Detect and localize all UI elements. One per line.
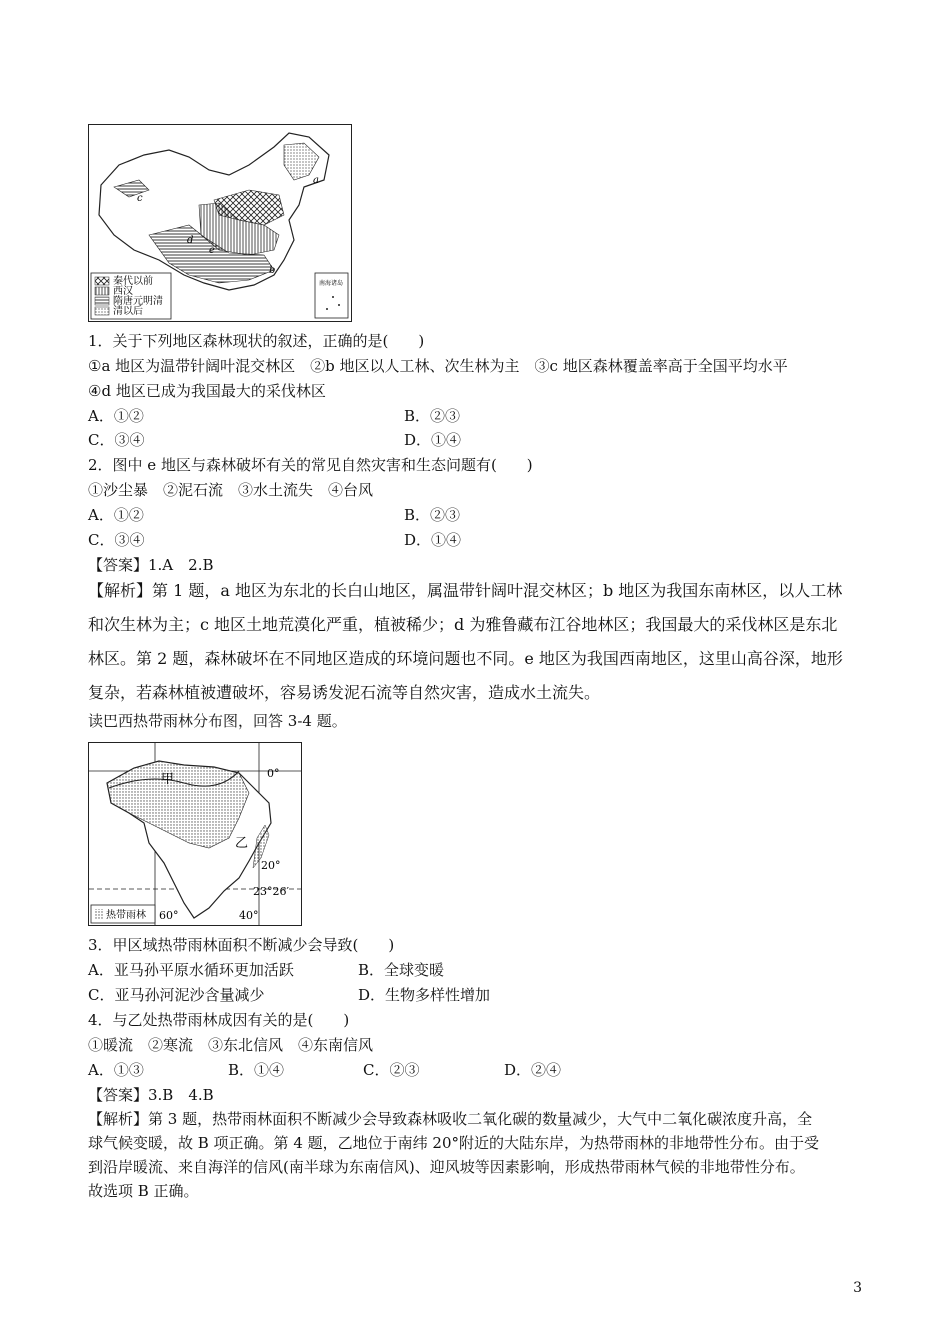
- q1-option-b[interactable]: B．②③: [404, 407, 461, 425]
- q3-stem: 3．甲区域热带雨林面积不断减少会导致( ): [88, 936, 395, 954]
- label-d: d: [187, 235, 194, 246]
- q4-stem: 4．与乙处热带雨林成因有关的是( ): [88, 1011, 350, 1029]
- q2-option-a[interactable]: A．①②: [88, 506, 144, 524]
- analysis-2-line-3: 到沿岸暖流、来自海洋的信风(南半球为东南信风)、迎风坡等因素影响，形成热带雨林气候的非地带性分布。: [88, 1158, 805, 1176]
- legend-qing: 清以后: [113, 306, 143, 317]
- lat-20: 20°: [261, 859, 281, 872]
- q4-option-a[interactable]: A．①③: [88, 1061, 144, 1079]
- q4-option-b[interactable]: B．①④: [228, 1061, 285, 1079]
- china-map-svg: [89, 125, 351, 321]
- q4-option-c[interactable]: C．②③: [363, 1061, 420, 1079]
- china-forest-map: [88, 124, 352, 322]
- lon-40: 40°: [239, 909, 259, 922]
- q1-stem: 1．关于下列地区森林现状的叙述，正确的是( ): [88, 332, 425, 350]
- rainforest-legend: [91, 905, 155, 923]
- analysis-1-line-4: 复杂，若森林植被遭破坏，容易诱发泥石流等自然灾害，造成水土流失。: [88, 683, 601, 702]
- q1-option-d[interactable]: D．①④: [404, 431, 462, 449]
- south-sea-inset: [315, 273, 348, 318]
- q3-option-d[interactable]: D．生物多样性增加: [358, 986, 491, 1004]
- intro-brazil: 读巴西热带雨林分布图，回答 3-4 题。: [88, 712, 347, 730]
- q2-stem: 2．图中 e 地区与森林破坏有关的常见自然灾害和生态问题有( ): [88, 456, 533, 474]
- lat-0: 0°: [267, 767, 280, 780]
- q3-option-b[interactable]: B．全球变暖: [358, 961, 445, 979]
- label-jia: 甲: [161, 772, 175, 787]
- brazil-map-svg: [89, 743, 301, 925]
- q4-option-d[interactable]: D．②④: [504, 1061, 562, 1079]
- q2-statements: ①沙尘暴 ②泥石流 ③水土流失 ④台风: [88, 481, 374, 499]
- lon-60: 60°: [159, 909, 179, 922]
- q4-statements: ①暖流 ②寒流 ③东北信风 ④东南信风: [88, 1036, 374, 1054]
- q1-option-c[interactable]: C．③④: [88, 431, 145, 449]
- map-legend: [91, 273, 171, 319]
- answer-1: 【答案】1.A 2.B: [88, 556, 214, 574]
- legend-xihan: 西汉: [113, 286, 133, 297]
- label-a: a: [313, 175, 319, 186]
- analysis-1-line-3: 林区。第 2 题，森林破坏在不同地区造成的环境问题也不同。e 地区为我国西南地区，这里山高谷深，地形: [88, 649, 843, 668]
- q2-option-d[interactable]: D．①④: [404, 531, 462, 549]
- legend-qin: 秦代以前: [113, 276, 153, 287]
- analysis-2-line-1: 【解析】第 3 题，热带雨林面积不断减少会导致森林吸收二氧化碳的数量减少，大气中二氧化碳浓度升高，全: [88, 1110, 813, 1128]
- analysis-1-line-1: 【解析】第 1 题，a 地区为东北的长白山地区，属温带针阔叶混交林区；b 地区为我国东南林区，以人工林: [88, 581, 843, 600]
- q1-option-a[interactable]: A．①②: [88, 407, 144, 425]
- legend-suitang: 隋唐元明清: [113, 296, 163, 307]
- inset-label: 南海诸岛: [319, 280, 344, 287]
- brazil-rainforest-map: [88, 742, 302, 926]
- page-number: 3: [853, 1280, 862, 1296]
- answer-2: 【答案】3.B 4.B: [88, 1086, 214, 1104]
- analysis-1-line-2: 和次生林为主；c 地区土地荒漠化严重，植被稀少；d 为雅鲁藏布江谷地林区；我国最大的采伐林区是东北: [88, 615, 838, 634]
- q1-statements-1: ①a 地区为温带针阔叶混交林区 ②b 地区以人工林、次生林为主 ③c 地区森林覆盖率高于全国平均水平: [88, 357, 788, 375]
- lat-23: 23°26′: [253, 885, 289, 898]
- q2-option-c[interactable]: C．③④: [88, 531, 145, 549]
- analysis-2-line-2: 球气候变暖，故 B 项正确。第 4 题，乙地位于南纬 20°附近的大陆东岸，为热带雨林的非地带性分布。由于受: [88, 1134, 819, 1152]
- legend-rainforest: 热带雨林: [106, 910, 146, 921]
- label-yi: 乙: [235, 836, 249, 851]
- q3-option-a[interactable]: A．亚马孙平原水循环更加活跃: [88, 961, 294, 979]
- q2-option-b[interactable]: B．②③: [404, 506, 461, 524]
- rainforest-area: [107, 761, 249, 848]
- analysis-2-line-4: 故选项 B 正确。: [88, 1182, 199, 1200]
- label-e: e: [209, 245, 215, 256]
- label-b: b: [269, 265, 276, 276]
- label-c: c: [137, 193, 143, 204]
- q1-statements-2: ④d 地区已成为我国最大的采伐林区: [88, 382, 326, 400]
- q3-option-c[interactable]: C．亚马孙河泥沙含量减少: [88, 986, 265, 1004]
